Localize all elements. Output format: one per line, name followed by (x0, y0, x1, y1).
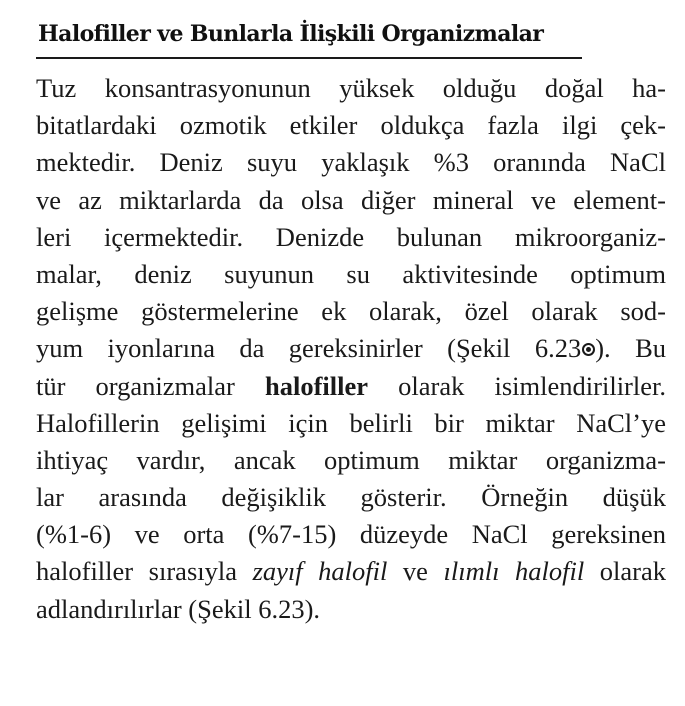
bold-term: halofiller (265, 370, 369, 401)
text-line: lar arasında değişiklik gösterir. Örneğin düşük (36, 482, 666, 513)
text-line: Halofillerin gelişimi için belirli bir miktar NaCl’ye (36, 407, 666, 438)
line-text: halofiller sırasıyla (36, 556, 253, 587)
italic-term: ılımlı halofil (443, 556, 585, 587)
text-line (36, 368, 666, 405)
circled-dot-icon (582, 343, 595, 356)
text-line: leri içermektedir. Denizde bulunan mikroorganiz- (36, 221, 666, 252)
line-text: tür organizmalar (36, 370, 265, 401)
text-line: Tuz konsantrasyonunun yüksek olduğu doğal ha- (36, 73, 666, 103)
text-line: adlandırılırlar (Şekil 6.23). (36, 593, 321, 624)
text-line (36, 330, 666, 367)
line-text: ve (387, 556, 444, 587)
body-paragraph (36, 70, 666, 628)
section-heading: Halofiller ve Bunlarla İlişkili Organizmalar (38, 21, 544, 47)
text-line: gelişme göstermelerine ek olarak, özel olarak sod- (36, 296, 666, 327)
heading-underline (36, 57, 582, 59)
line-text: olarak (584, 556, 666, 587)
line-text: yum iyonlarına da gereksinirler (Şekil 6.23 (36, 333, 582, 364)
text-line: ihtiyaç vardır, ancak optimum miktar organizma- (36, 444, 666, 475)
text-line: bitatlardaki ozmotik etkiler oldukça fazla ilgi çek- (36, 110, 666, 141)
text-line: (%1-6) ve orta (%7-15) düzeyde NaCl gereksinen (36, 519, 666, 550)
text-line: malar, deniz suyunun su aktivitesinde optimum (36, 258, 666, 289)
italic-term: zayıf halofil (252, 556, 388, 587)
line-text-suffix: ). Bu (595, 333, 666, 364)
text-line: mektedir. Deniz suyu yaklaşık %3 oranında NaCl (36, 147, 666, 178)
line-text: olarak isimlendirilirler. (368, 370, 666, 401)
text-line: ve az miktarlarda da olsa diğer mineral ve element- (36, 184, 666, 215)
text-line (36, 553, 666, 590)
